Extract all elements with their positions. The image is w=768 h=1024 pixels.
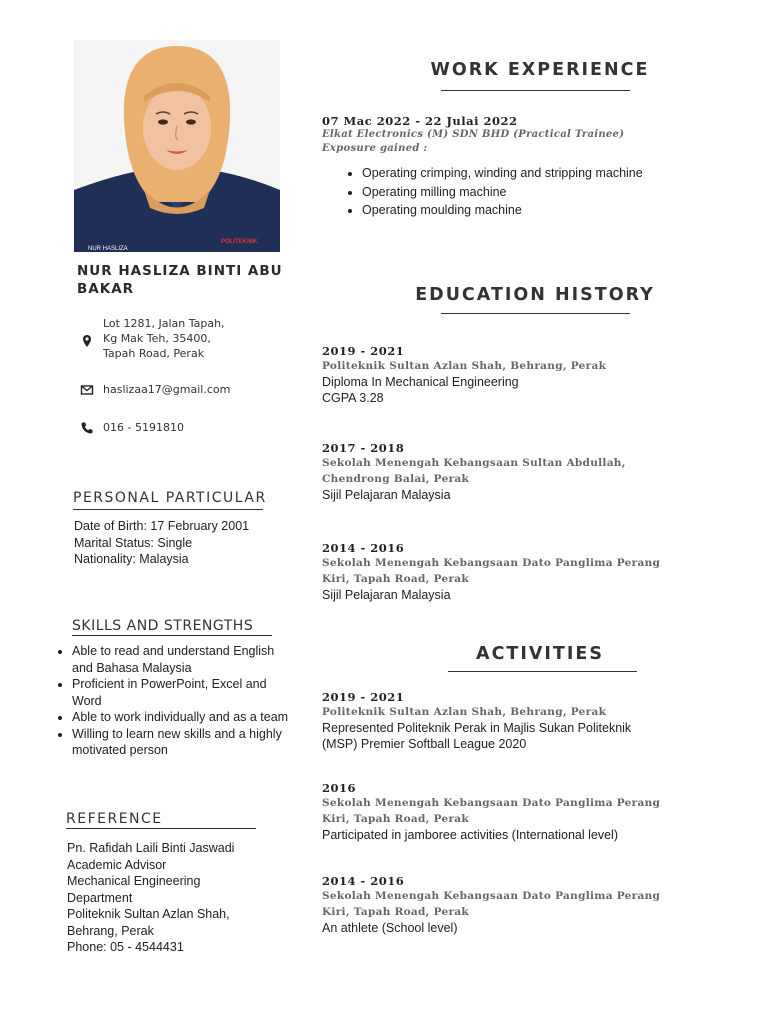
education-divider bbox=[441, 313, 630, 314]
activity-years: 2016 bbox=[322, 781, 357, 795]
personal-particular-heading: PERSONAL PARTICULAR bbox=[73, 490, 267, 506]
skill-item: • Able to work individually and as a team bbox=[72, 709, 294, 726]
phone-row bbox=[80, 420, 280, 436]
education-school: Politeknik Sultan Azlan Shah, Behrang, Perak bbox=[322, 360, 607, 372]
work-experience-heading: WORK EXPERIENCE bbox=[430, 60, 650, 80]
education-detail: Sijil Pelajaran Malaysia bbox=[322, 588, 451, 602]
phone-text[interactable]: 016 - 5191810 bbox=[103, 421, 184, 434]
activity-years: 2014 - 2016 bbox=[322, 874, 405, 888]
education-entry bbox=[322, 441, 667, 503]
reference-heading: REFERENCE bbox=[66, 811, 163, 827]
address-row bbox=[80, 316, 280, 366]
skill-item: • Proficient in PowerPoint, Excel and Word bbox=[72, 676, 294, 709]
email-text[interactable]: haslizaa17@gmail.com bbox=[103, 383, 231, 396]
personal-divider bbox=[73, 509, 263, 510]
phone-icon bbox=[80, 421, 94, 435]
photo-logo: POLITEKNIK bbox=[221, 239, 258, 245]
reference-divider bbox=[66, 828, 256, 829]
skill-item: • Willing to learn new skills and a highly motivated person bbox=[72, 726, 294, 759]
skill-item: • Able to read and understand English and Bahasa Malaysia bbox=[72, 643, 294, 676]
skills-list bbox=[54, 643, 294, 759]
marital-text: Marital Status: Single bbox=[74, 535, 193, 550]
work-item: • Operating milling machine bbox=[362, 183, 674, 202]
education-entry bbox=[322, 541, 667, 603]
activity-detail: Represented Politeknik Perak in Majlis Sukan Politeknik (MSP) Premier Softball League 2020 bbox=[322, 721, 632, 751]
work-item: • Operating crimping, winding and stripping machine bbox=[362, 164, 674, 183]
reference-line: Pn. Rafidah Laili Binti Jaswadi bbox=[67, 841, 235, 855]
work-exposure-label: Exposure gained : bbox=[322, 143, 428, 154]
address-text: Lot 1281, Jalan Tapah, Kg Mak Teh, 35400, Tapah Road, Perak bbox=[103, 317, 225, 360]
education-years: 2014 - 2016 bbox=[322, 541, 405, 555]
activity-entry bbox=[322, 690, 667, 752]
activity-school: Sekolah Menengah Kebangsaan Dato Panglima Perang Kiri, Tapah Road, Perak bbox=[322, 797, 661, 825]
portrait-image bbox=[74, 40, 280, 252]
activities-heading: ACTIVITIES bbox=[476, 644, 604, 664]
reference-details bbox=[67, 840, 257, 956]
education-detail: Diploma In Mechanical Engineering bbox=[322, 375, 519, 389]
full-name: NUR HASLIZA BINTI ABU BAKAR bbox=[77, 263, 283, 297]
education-entry bbox=[322, 344, 667, 406]
work-list bbox=[344, 164, 674, 220]
education-school: Sekolah Menengah Kebangsaan Dato Panglima Perang Kiri, Tapah Road, Perak bbox=[322, 557, 661, 585]
education-history-heading: EDUCATION HISTORY bbox=[415, 285, 655, 305]
work-item: • Operating moulding machine bbox=[362, 201, 674, 220]
skills-heading: SKILLS AND STRENGTHS bbox=[72, 618, 254, 634]
education-detail: CGPA 3.28 bbox=[322, 391, 384, 405]
work-period: 07 Mac 2022 - 22 Julai 2022 bbox=[322, 114, 518, 128]
dob-text: Date of Birth: 17 February 2001 bbox=[74, 519, 250, 533]
activities-divider bbox=[448, 671, 637, 672]
activity-entry bbox=[322, 874, 667, 936]
activity-entry bbox=[322, 781, 667, 843]
reference-line: Politeknik Sultan Azlan Shah, Behrang, Perak bbox=[67, 907, 230, 938]
activity-years: 2019 - 2021 bbox=[322, 690, 405, 704]
education-years: 2017 - 2018 bbox=[322, 441, 405, 455]
activity-detail: Participated in jamboree activities (International level) bbox=[322, 828, 618, 842]
personal-details bbox=[74, 518, 254, 568]
photo-name-tag: NUR HASLIZA bbox=[88, 246, 128, 252]
location-pin-icon bbox=[80, 334, 94, 348]
skills-divider bbox=[72, 635, 272, 636]
nationality-text: Nationality: Malaysia bbox=[74, 552, 189, 566]
profile-photo bbox=[74, 40, 280, 252]
activity-school: Politeknik Sultan Azlan Shah, Behrang, Perak bbox=[322, 706, 607, 718]
envelope-icon bbox=[80, 383, 94, 397]
education-school: Sekolah Menengah Kebangsaan Sultan Abdullah, Chendrong Balai, Perak bbox=[322, 457, 626, 485]
reference-line: Academic Advisor bbox=[67, 857, 167, 872]
activity-detail: An athlete (School level) bbox=[322, 921, 458, 935]
email-row bbox=[80, 382, 280, 398]
reference-line: Mechanical Engineering Department bbox=[67, 874, 201, 905]
work-divider bbox=[441, 90, 630, 91]
activity-school: Sekolah Menengah Kebangsaan Dato Panglima Perang Kiri, Tapah Road, Perak bbox=[322, 890, 661, 918]
education-detail: Sijil Pelajaran Malaysia bbox=[322, 488, 451, 502]
education-years: 2019 - 2021 bbox=[322, 344, 405, 358]
reference-line: Phone: 05 - 4544431 bbox=[67, 940, 184, 954]
work-company: Elkat Electronics (M) SDN BHD (Practical Trainee) bbox=[322, 129, 625, 140]
